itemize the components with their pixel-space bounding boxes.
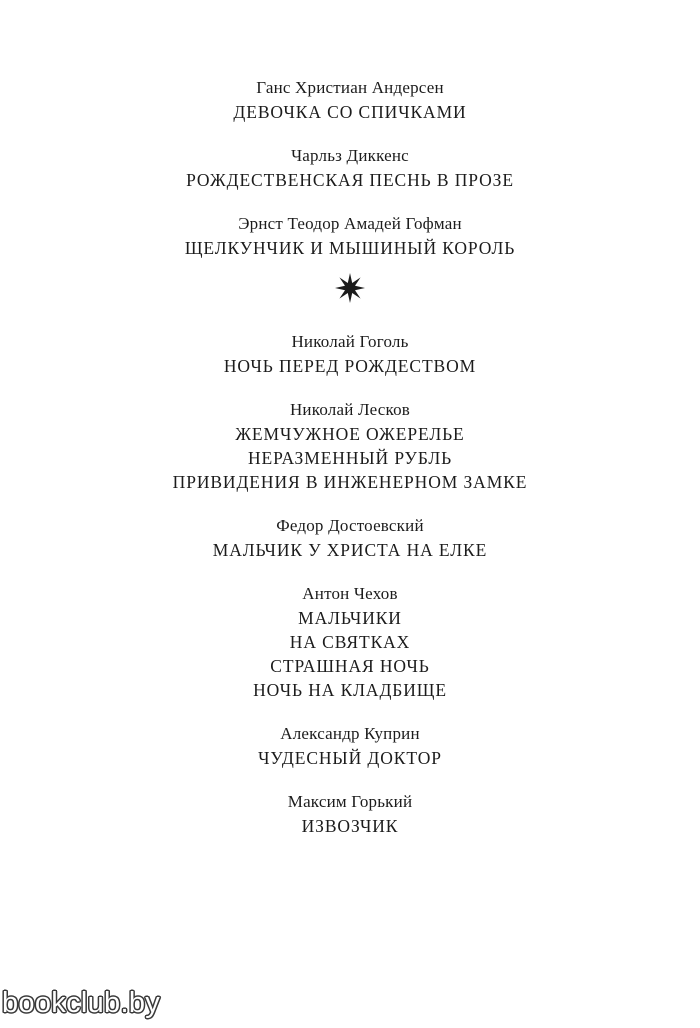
entry-leskov [0,398,700,494]
author-name: Эрнст Теодор Амадей Гофман [238,214,462,233]
author-name: Ганс Христиан Андерсен [256,78,444,97]
entry-gogol [0,330,700,378]
story-title: ЩЕЛКУНЧИК И МЫШИНЫЙ КОРОЛЬ [184,238,516,258]
story-title: НОЧЬ НА КЛАДБИЩЕ [253,680,447,700]
author-name: Николай Лесков [289,400,411,419]
watermark-text: bookclub.by [2,987,161,1019]
entry-chekhov [0,582,700,702]
entry-andersen [0,76,700,124]
author-name: Чарльз Диккенс [291,146,409,165]
story-title: ИЗВОЗЧИК [301,816,399,836]
entry-gorky [0,790,700,838]
contents-list [0,76,700,858]
author-name: Антон Чехов [302,584,398,603]
story-title: МАЛЬЧИК У ХРИСТА НА ЕЛКЕ [212,540,488,560]
story-title: НЕРАЗМЕННЫЙ РУБЛЬ [247,448,453,468]
author-name: Николай Гоголь [291,332,409,351]
author-name: Александр Куприн [280,724,420,743]
story-title: НА СВЯТКАХ [289,632,411,652]
entry-dostoevsky [0,514,700,562]
author-name: Максим Горький [287,792,413,811]
entry-hoffmann [0,212,700,260]
section-divider [0,266,700,310]
story-title: МАЛЬЧИКИ [298,608,402,628]
story-title: ЧУДЕСНЫЙ ДОКТОР [258,748,442,768]
entry-dickens [0,144,700,192]
story-title: СТРАШНАЯ НОЧЬ [270,656,430,676]
star-ornament-icon [335,273,365,303]
story-title: ЖЕМЧУЖНОЕ ОЖЕРЕЛЬЕ [235,424,465,444]
entry-kuprin [0,722,700,770]
story-title: ДЕВОЧКА СО СПИЧКАМИ [233,102,467,122]
author-name: Федор Достоевский [276,516,424,535]
story-title: РОЖДЕСТВЕНСКАЯ ПЕСНЬ В ПРОЗЕ [186,170,514,190]
story-title: НОЧЬ ПЕРЕД РОЖДЕСТВОМ [223,356,477,376]
story-title: ПРИВИДЕНИЯ В ИНЖЕНЕРНОМ ЗАМКЕ [172,472,528,492]
